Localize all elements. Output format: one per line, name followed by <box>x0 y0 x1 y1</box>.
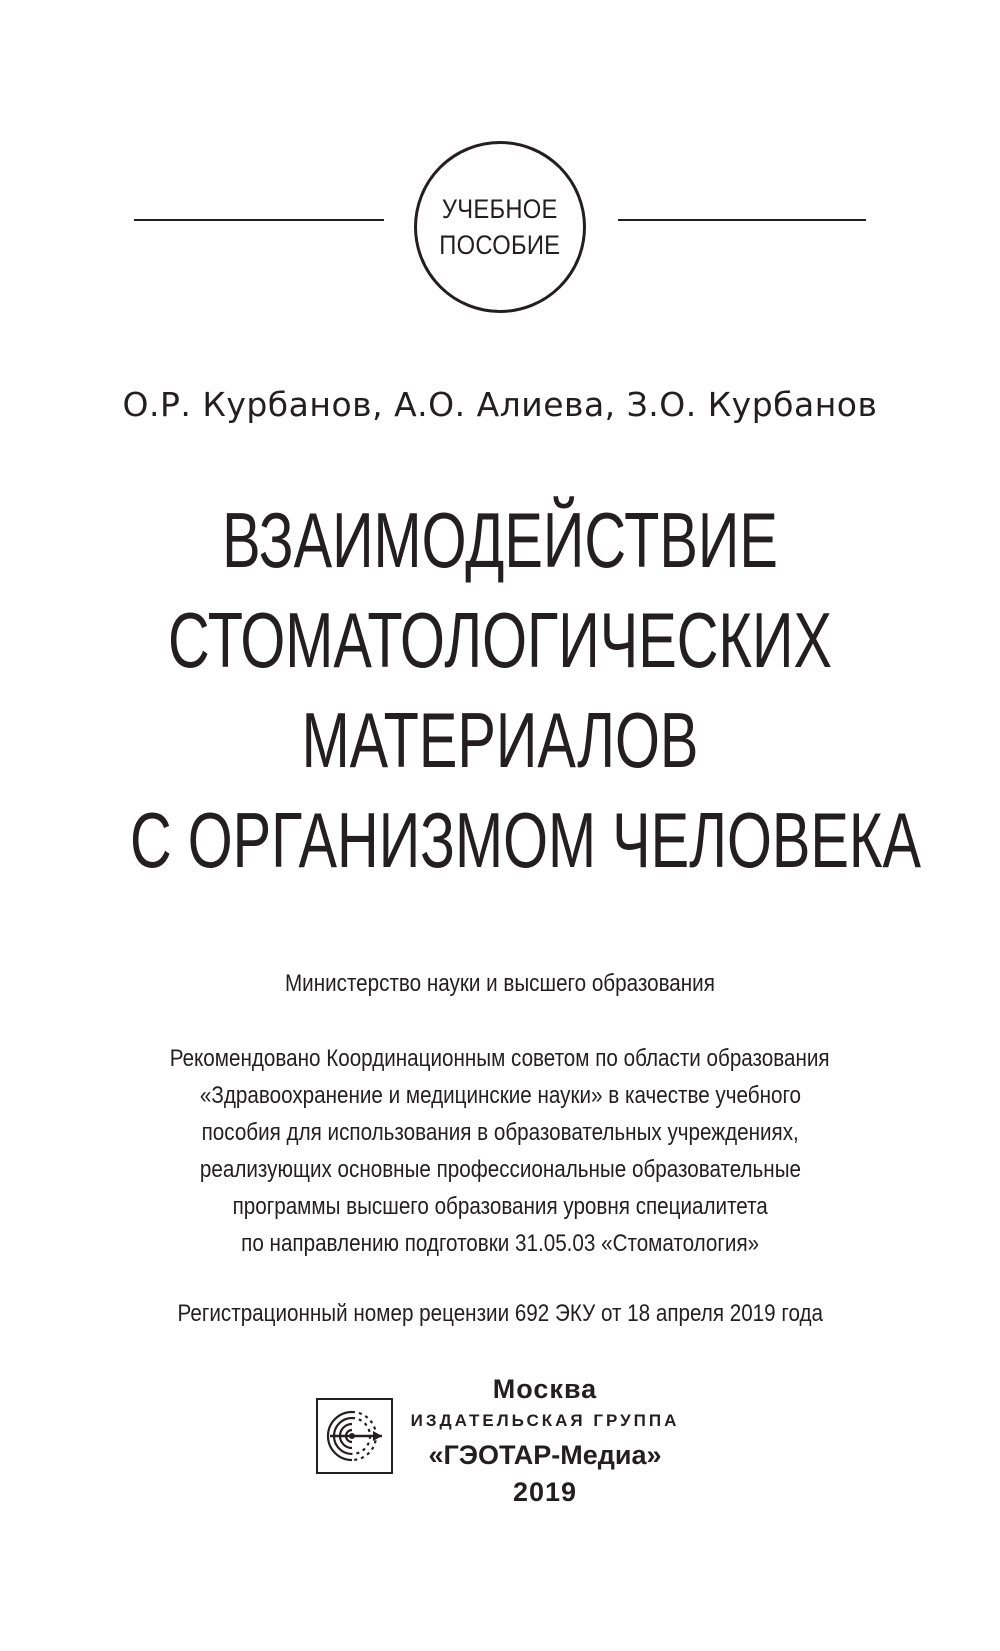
right-divider-line <box>618 219 866 221</box>
geotar-logo-icon <box>316 1398 393 1474</box>
recommendation-block <box>0 1040 1000 1262</box>
title-line-1: ВЗАИМОДЕЙСТВИЕ <box>222 496 778 584</box>
recommendation-line-4: реализующих основные профессиональные образовательные <box>199 1156 801 1183</box>
title-line-4: С ОРГАНИЗМОМ ЧЕЛОВЕКА <box>130 796 922 884</box>
authors: О.Р. Курбанов, А.О. Алиева, З.О. Курбанов <box>122 385 878 424</box>
registration-text: Регистрационный номер рецензии 692 ЭКУ от 18 апреля 2019 года <box>177 1300 823 1327</box>
title-line-2: СТОМАТОЛОГИЧЕСКИХ <box>167 596 833 684</box>
ministry-text: Министерство науки и высшего образования <box>285 970 715 997</box>
publisher-group: ИЗДАТЕЛЬСКАЯ ГРУППА <box>410 1411 680 1430</box>
publisher-name: «ГЭОТАР-Медиа» <box>428 1440 662 1470</box>
badge-line-1: УЧЕБНОЕ <box>442 194 558 224</box>
recommendation-line-3: пособия для использования в образовательных учреждениях, <box>201 1119 799 1146</box>
book-type-badge <box>414 141 586 313</box>
publication-year: 2019 <box>512 1477 578 1507</box>
title-line-3: МАТЕРИАЛОВ <box>301 696 699 784</box>
book-title <box>0 490 1000 890</box>
badge-line-2: ПОСОБИЕ <box>439 230 561 260</box>
publisher-city: Москва <box>492 1374 598 1404</box>
recommendation-line-1: Рекомендовано Координационным советом по области образования <box>170 1045 830 1072</box>
recommendation-line-6: по направлению подготовки 31.05.03 «Стоматология» <box>241 1230 759 1257</box>
publisher-block <box>400 1372 690 1510</box>
recommendation-line-5: программы высшего образования уровня специалитета <box>232 1193 768 1220</box>
left-divider-line <box>134 219 384 221</box>
recommendation-line-2: «Здравоохранение и медицинские науки» в качестве учебного <box>199 1082 801 1109</box>
registration-line <box>0 1300 1000 1328</box>
ministry-line <box>0 970 1000 998</box>
